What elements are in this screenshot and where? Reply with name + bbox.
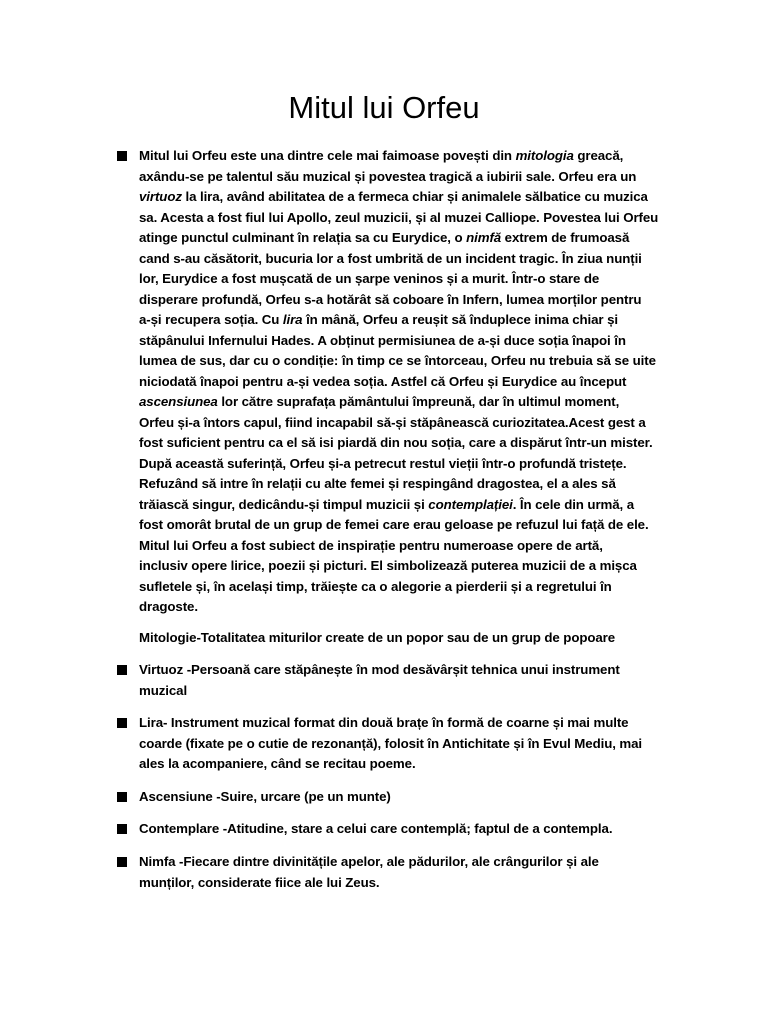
main-paragraph: [139, 146, 675, 618]
text-line: niciodată înapoi pentru a-și vedea soția. Astfel că Orfeu și Eurydice au început: [139, 373, 627, 389]
text-line: sufletele și, în același timp, trăiește ca o alegorie a pierderii și a regretului în: [139, 578, 612, 594]
text-line: ales la acompaniere, când se recitau poeme.: [139, 756, 416, 771]
square-bullet-icon: [117, 824, 127, 834]
italic-term: contemplației: [428, 496, 513, 512]
text-line: fost omorât brutal de un grup de femei care erau geloase pe refuzul lui față de ele.: [139, 517, 649, 532]
square-bullet-icon: [117, 665, 127, 675]
page-title: Mitul lui Orfeu: [288, 90, 480, 125]
text-line: stăpânului Infernului Hades. A obținut permisiunea de a-și duce soția înapoi în: [139, 332, 626, 348]
definition-nimfa: [139, 852, 675, 893]
text-line: fost suficient pentru ca el să isi piardă din nou soția, care a dispărut într-un mister.: [139, 435, 653, 450]
text-line: axându-se pe talentul său muzical și povestea tragică a iubirii sale. Orfeu era un: [139, 168, 637, 184]
italic-term: virtuoz: [139, 189, 182, 204]
text-line: sa. Acesta a fost fiul lui Apollo, zeul muzicii, și al muzei Calliope. Povestea lui Orfeu: [139, 209, 659, 225]
definition-virtuoz-text: [139, 660, 675, 701]
definition-contemplare-text: [139, 819, 675, 840]
italic-term: lira: [282, 312, 303, 327]
text-line: inclusiv opere lirice, poezii și picturi. El simbolizează puterea muzicii de a mișca: [139, 558, 637, 573]
text-line: ascensiunea lor către suprafața pământului împreună, dar în ultimul moment,: [139, 394, 620, 409]
text-line: După această suferință, Orfeu și-a petrecut restul vieții într-o profundă tristețe.: [139, 455, 627, 471]
square-bullet-icon: [117, 792, 127, 802]
text-line: Mitologie-Totalitatea miturilor create de un popor sau de un grup de popoare: [139, 630, 616, 645]
definition-lira-text: [139, 713, 675, 775]
italic-term: mitologia: [515, 148, 574, 163]
text-line: Lira- Instrument muzical format din două brațe în formă de coarne și mai multe: [139, 715, 629, 730]
definition-contemplare: [139, 819, 675, 840]
text-line: disperare profundă, Orfeu s-a hotărât să coboare în Infern, lumea morților pentru: [139, 291, 642, 307]
text-line: a-și recupera soția. Cu lira în mână, Orfeu a reușit să înduplece inima chiar și: [139, 312, 618, 327]
square-bullet-icon: [117, 151, 127, 161]
definition-virtuoz: [139, 660, 675, 701]
definition-ascensiune-text: [139, 787, 675, 808]
text-line: dragoste.: [139, 599, 198, 614]
text-line: munților, considerate fiice ale lui Zeus.: [139, 874, 380, 890]
definition-mitologie: [139, 628, 675, 649]
definition-lira: [139, 713, 675, 775]
text-line: Contemplare -Atitudine, stare a celui care contemplă; faptul de a contempla.: [139, 821, 613, 836]
text-line: coarde (fixate pe o cutie de rezonanță), folosit în Antichitate și în Evul Mediu, mai: [139, 735, 643, 751]
text-line: virtuoz la lira, având abilitatea de a fermeca chiar și animalele sălbatice cu muzica: [139, 189, 648, 204]
text-line: Mitul lui Orfeu este una dintre cele mai faimoase povești din mitologia greacă,: [139, 148, 624, 163]
text-line: cand s-au căsătorit, bucuria lor a fost umbrită de un incident tragic. În ziua nunții: [139, 250, 642, 266]
text-line: Virtuoz -Persoană care stăpânește în mod desăvârșit tehnica unui instrument: [139, 662, 620, 677]
text-line: lor, Eurydice a fost mușcată de un șarpe veninos și a murit. Într-o stare de: [139, 271, 600, 286]
definition-nimfa-text: [139, 852, 675, 893]
text-line: atinge punctul culminant în relația sa cu Eurydice, o nimfă extrem de frumoasă: [139, 230, 630, 245]
square-bullet-icon: [117, 718, 127, 728]
text-line: Mitul lui Orfeu a fost subiect de inspirație pentru numeroase opere de artă,: [139, 537, 603, 553]
text-line: Refuzând să intre în relații cu alte femei și respingând dragostea, el a ales să: [139, 476, 616, 491]
definition-ascensiune: [139, 787, 675, 808]
text-line: lumea de sus, dar cu o condiție: în timp ce se întorceau, Orfeu nu trebuia să se uite: [139, 353, 656, 368]
italic-term: ascensiunea: [139, 394, 218, 409]
text-line: Nimfa -Fiecare dintre divinitățile apelor, ale pădurilor, ale crângurilor și ale: [139, 854, 599, 869]
text-line: Orfeu și-a întors capul, fiind incapabil să-și stăpânească curiozitatea.Acest gest a: [139, 414, 646, 430]
italic-term: nimfă: [466, 230, 502, 245]
text-line: muzical: [139, 682, 188, 698]
text-line: trăiască singur, dedicându-și timpul muzicii și contemplației. În cele din urmă, a: [139, 496, 635, 512]
main-paragraph-item: [139, 146, 675, 618]
definition-mitologie-text: [139, 628, 675, 649]
square-bullet-icon: [117, 857, 127, 867]
text-line: Ascensiune -Suire, urcare (pe un munte): [139, 789, 391, 804]
